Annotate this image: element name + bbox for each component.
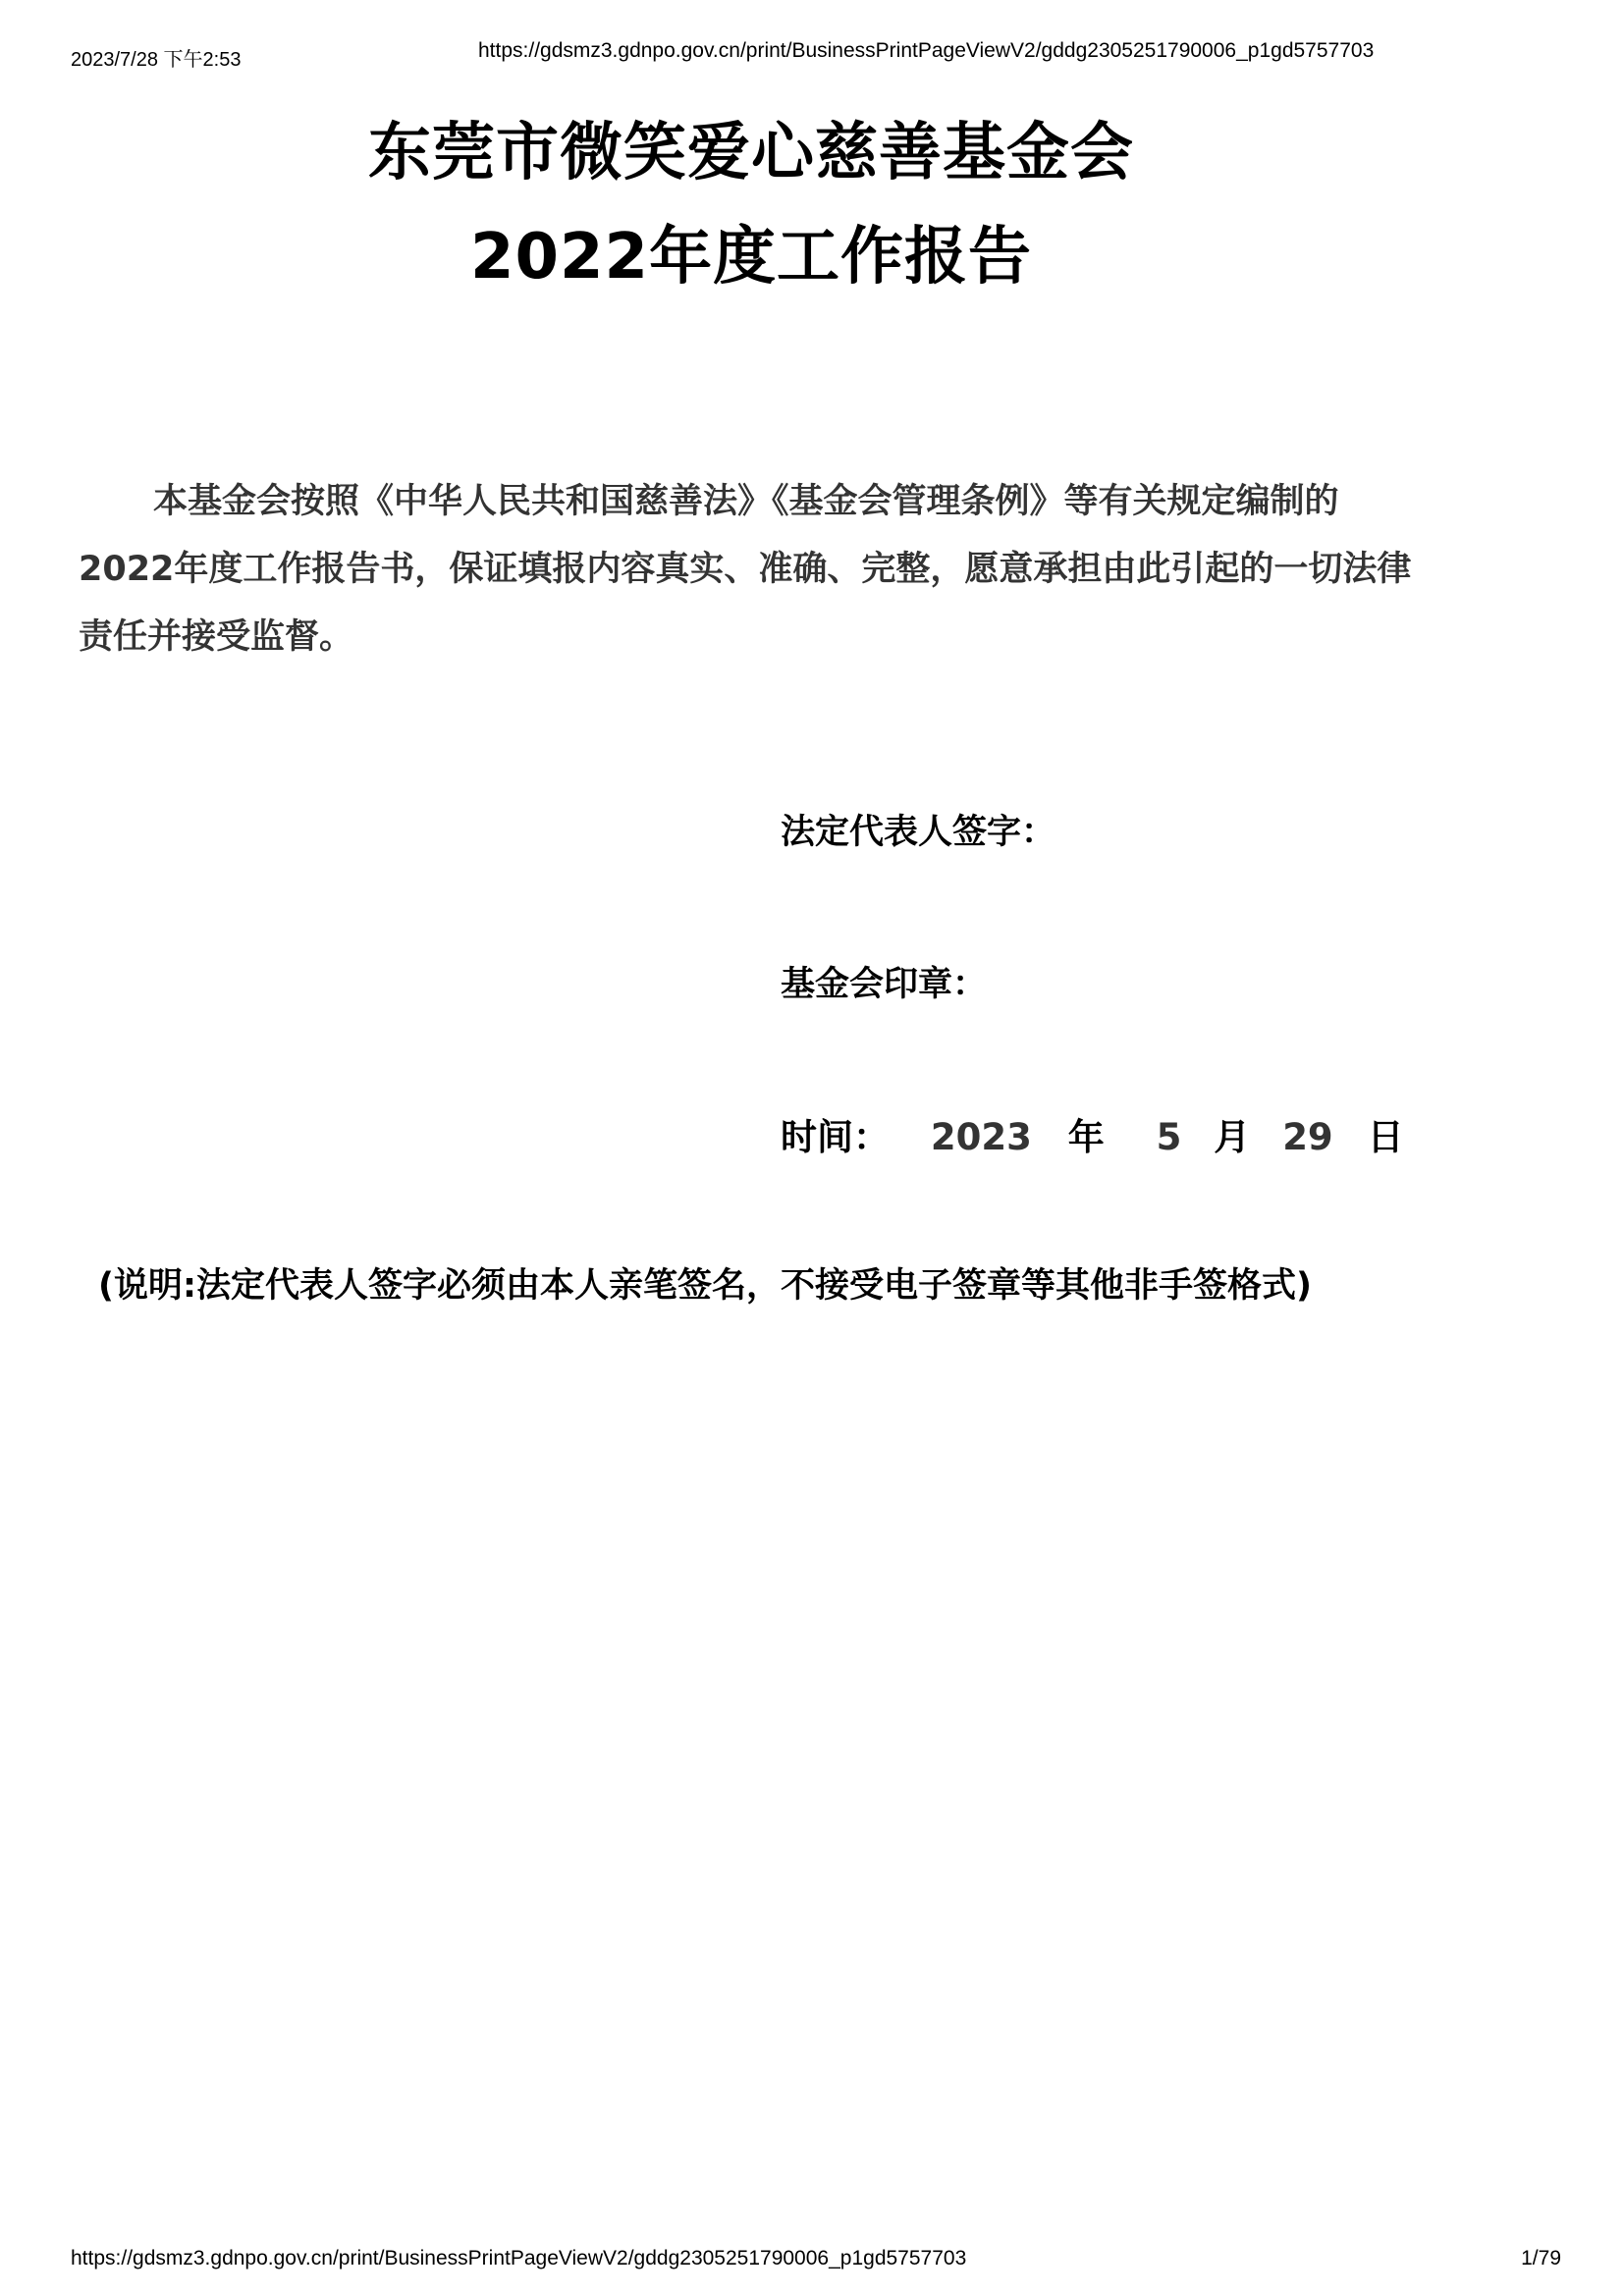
date-month-unit: 月 — [1214, 1116, 1251, 1158]
date-year: 2023 — [930, 1116, 1032, 1158]
date-day-unit: 日 — [1367, 1116, 1404, 1158]
report-title-year: 2022年度工作报告 — [469, 221, 1033, 294]
signature-note: (说明:法定代表人签字必须由本人亲笔签名，不接受电子签章等其他非手签格式) — [98, 1266, 1312, 1306]
date-day: 29 — [1282, 1116, 1333, 1158]
representative-signature-label: 法定代表人签字： — [781, 813, 1056, 852]
print-header-url: https://gdsmz3.gdnpo.gov.cn/print/BusinessPrintPageViewV2/gddg2305251790006_p1gd5757703 — [478, 39, 1375, 62]
print-footer-url: https://gdsmz3.gdnpo.gov.cn/print/BusinessPrintPageViewV2/gddg2305251790006_p1gd5757703 — [71, 2247, 967, 2269]
date-month: 5 — [1156, 1116, 1182, 1158]
foundation-seal-label: 基金会印章： — [781, 965, 988, 1004]
date-year-unit: 年 — [1067, 1116, 1105, 1158]
date-row — [781, 1107, 1404, 1160]
date-label: 时间： — [781, 1116, 890, 1158]
declaration-paragraph: 本基金会按照《中华人民共和国慈善法》《基金会管理条例》等有关规定编制的2022年度工作报告书，保证填报内容真实、准确、完整，愿意承担由此引起的一切法律责任并接受监督。 — [79, 482, 1412, 657]
page-number: 1/79 — [1521, 2247, 1561, 2269]
print-header-datetime: 2023/7/28 下午2:53 — [71, 49, 242, 71]
report-title-organization: 东莞市微笑爱心慈善基金会 — [368, 117, 1134, 189]
